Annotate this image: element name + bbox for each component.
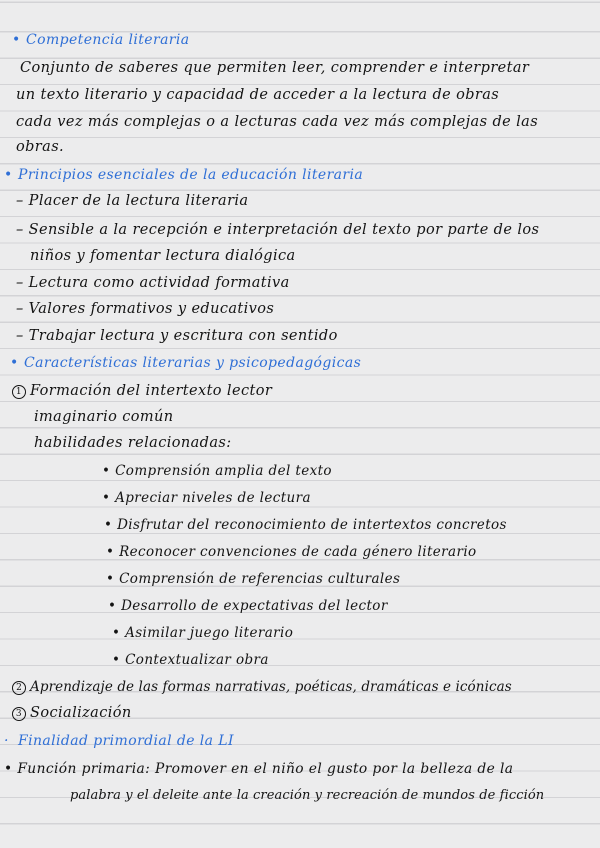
heading-text: Finalidad primordial de la LI [18, 733, 234, 749]
bullet-text: Asimilar juego literario [125, 625, 294, 641]
list-item-continuation: niños y fomentar lectura dialógica [30, 248, 296, 264]
numbered-item-2 [12, 677, 512, 697]
heading-text: Competencia literaria [26, 32, 190, 48]
bullet-dot: • [4, 167, 13, 183]
heading-text: Principios esenciales de la educación literaria [18, 167, 364, 183]
heading-finalidad [4, 731, 234, 751]
bullet-item: • Reconocer convenciones de cada género literario [106, 544, 477, 560]
bullet-text: Desarrollo de expectativas del lector [121, 598, 388, 614]
bullet-item: • Disfrutar del reconocimiento de intertextos concretos [104, 517, 507, 533]
list-item-text: Valores formativos y educativos [28, 301, 275, 317]
bullet-dot: • [12, 32, 21, 48]
list-item: – Lectura como actividad formativa [16, 275, 290, 291]
bullet-dot: • [10, 355, 19, 371]
bullet-text: Apreciar niveles de lectura [115, 490, 311, 506]
sub-line: imaginario común [34, 409, 174, 425]
list-item-text: Placer de la lectura literaria [28, 193, 249, 209]
bullet-text: Reconocer convenciones de cada género literario [119, 544, 477, 560]
list-item: – Placer de la lectura literaria [16, 193, 249, 209]
bullet-item: • Comprensión amplia del texto [102, 463, 332, 479]
heading-principios [4, 165, 363, 185]
body-line: cada vez más complejas o a lecturas cada vez más complejas de las [16, 114, 539, 130]
bullet-item: • Comprensión de referencias culturales [106, 571, 401, 587]
body-line: palabra y el deleite ante la creación y recreación de mundos de ficción [70, 788, 545, 803]
bullet-text: Contextualizar obra [125, 652, 269, 668]
numbered-item-text: Socialización [30, 705, 132, 721]
sub-line: habilidades relacionadas: [34, 435, 232, 451]
bullet-item: • Desarrollo de expectativas del lector [108, 598, 388, 614]
numbered-item-text: Formación del intertexto lector [30, 383, 273, 399]
circled-number: 1 [12, 385, 26, 399]
circled-number: 3 [12, 707, 26, 721]
list-item-text: Sensible a la recepción e interpretación del texto por parte de los [28, 222, 540, 238]
list-item: – Sensible a la recepción e interpretación del texto por parte de los [16, 222, 540, 238]
bullet-item: • Apreciar niveles de lectura [102, 490, 311, 506]
body-text: Función primaria: Promover en el niño el gusto por la belleza de la [17, 761, 514, 777]
heading-text: Características literarias y psicopedagógicas [24, 355, 362, 371]
circled-number: 2 [12, 681, 26, 695]
bullet-text: Disfrutar del reconocimiento de intertextos concretos [117, 517, 507, 533]
heading-competencia [12, 30, 190, 50]
list-item: – Trabajar lectura y escritura con sentido [16, 328, 338, 344]
list-item: – Valores formativos y educativos [16, 301, 275, 317]
bullet-text: Comprensión amplia del texto [115, 463, 332, 479]
body-line: un texto literario y capacidad de acceder a la lectura de obras [16, 87, 500, 103]
body-line: • Función primaria: Promover en el niño el gusto por la belleza de la [4, 761, 514, 777]
heading-caracteristicas [10, 353, 361, 373]
bullet-item: • Asimilar juego literario [112, 625, 294, 641]
bullet-dot: · [4, 733, 9, 749]
numbered-item-1 [12, 381, 272, 401]
bullet-item: • Contextualizar obra [112, 652, 269, 668]
list-item-text: Lectura como actividad formativa [28, 275, 290, 291]
list-item-text: Trabajar lectura y escritura con sentido [28, 328, 338, 344]
numbered-item-3 [12, 703, 132, 723]
body-line: obras. [16, 139, 65, 155]
numbered-item-text: Aprendizaje de las formas narrativas, poéticas, dramáticas e icónicas [30, 679, 512, 695]
bullet-text: Comprensión de referencias culturales [119, 571, 401, 587]
body-line: Conjunto de saberes que permiten leer, comprender e interpretar [20, 60, 530, 76]
